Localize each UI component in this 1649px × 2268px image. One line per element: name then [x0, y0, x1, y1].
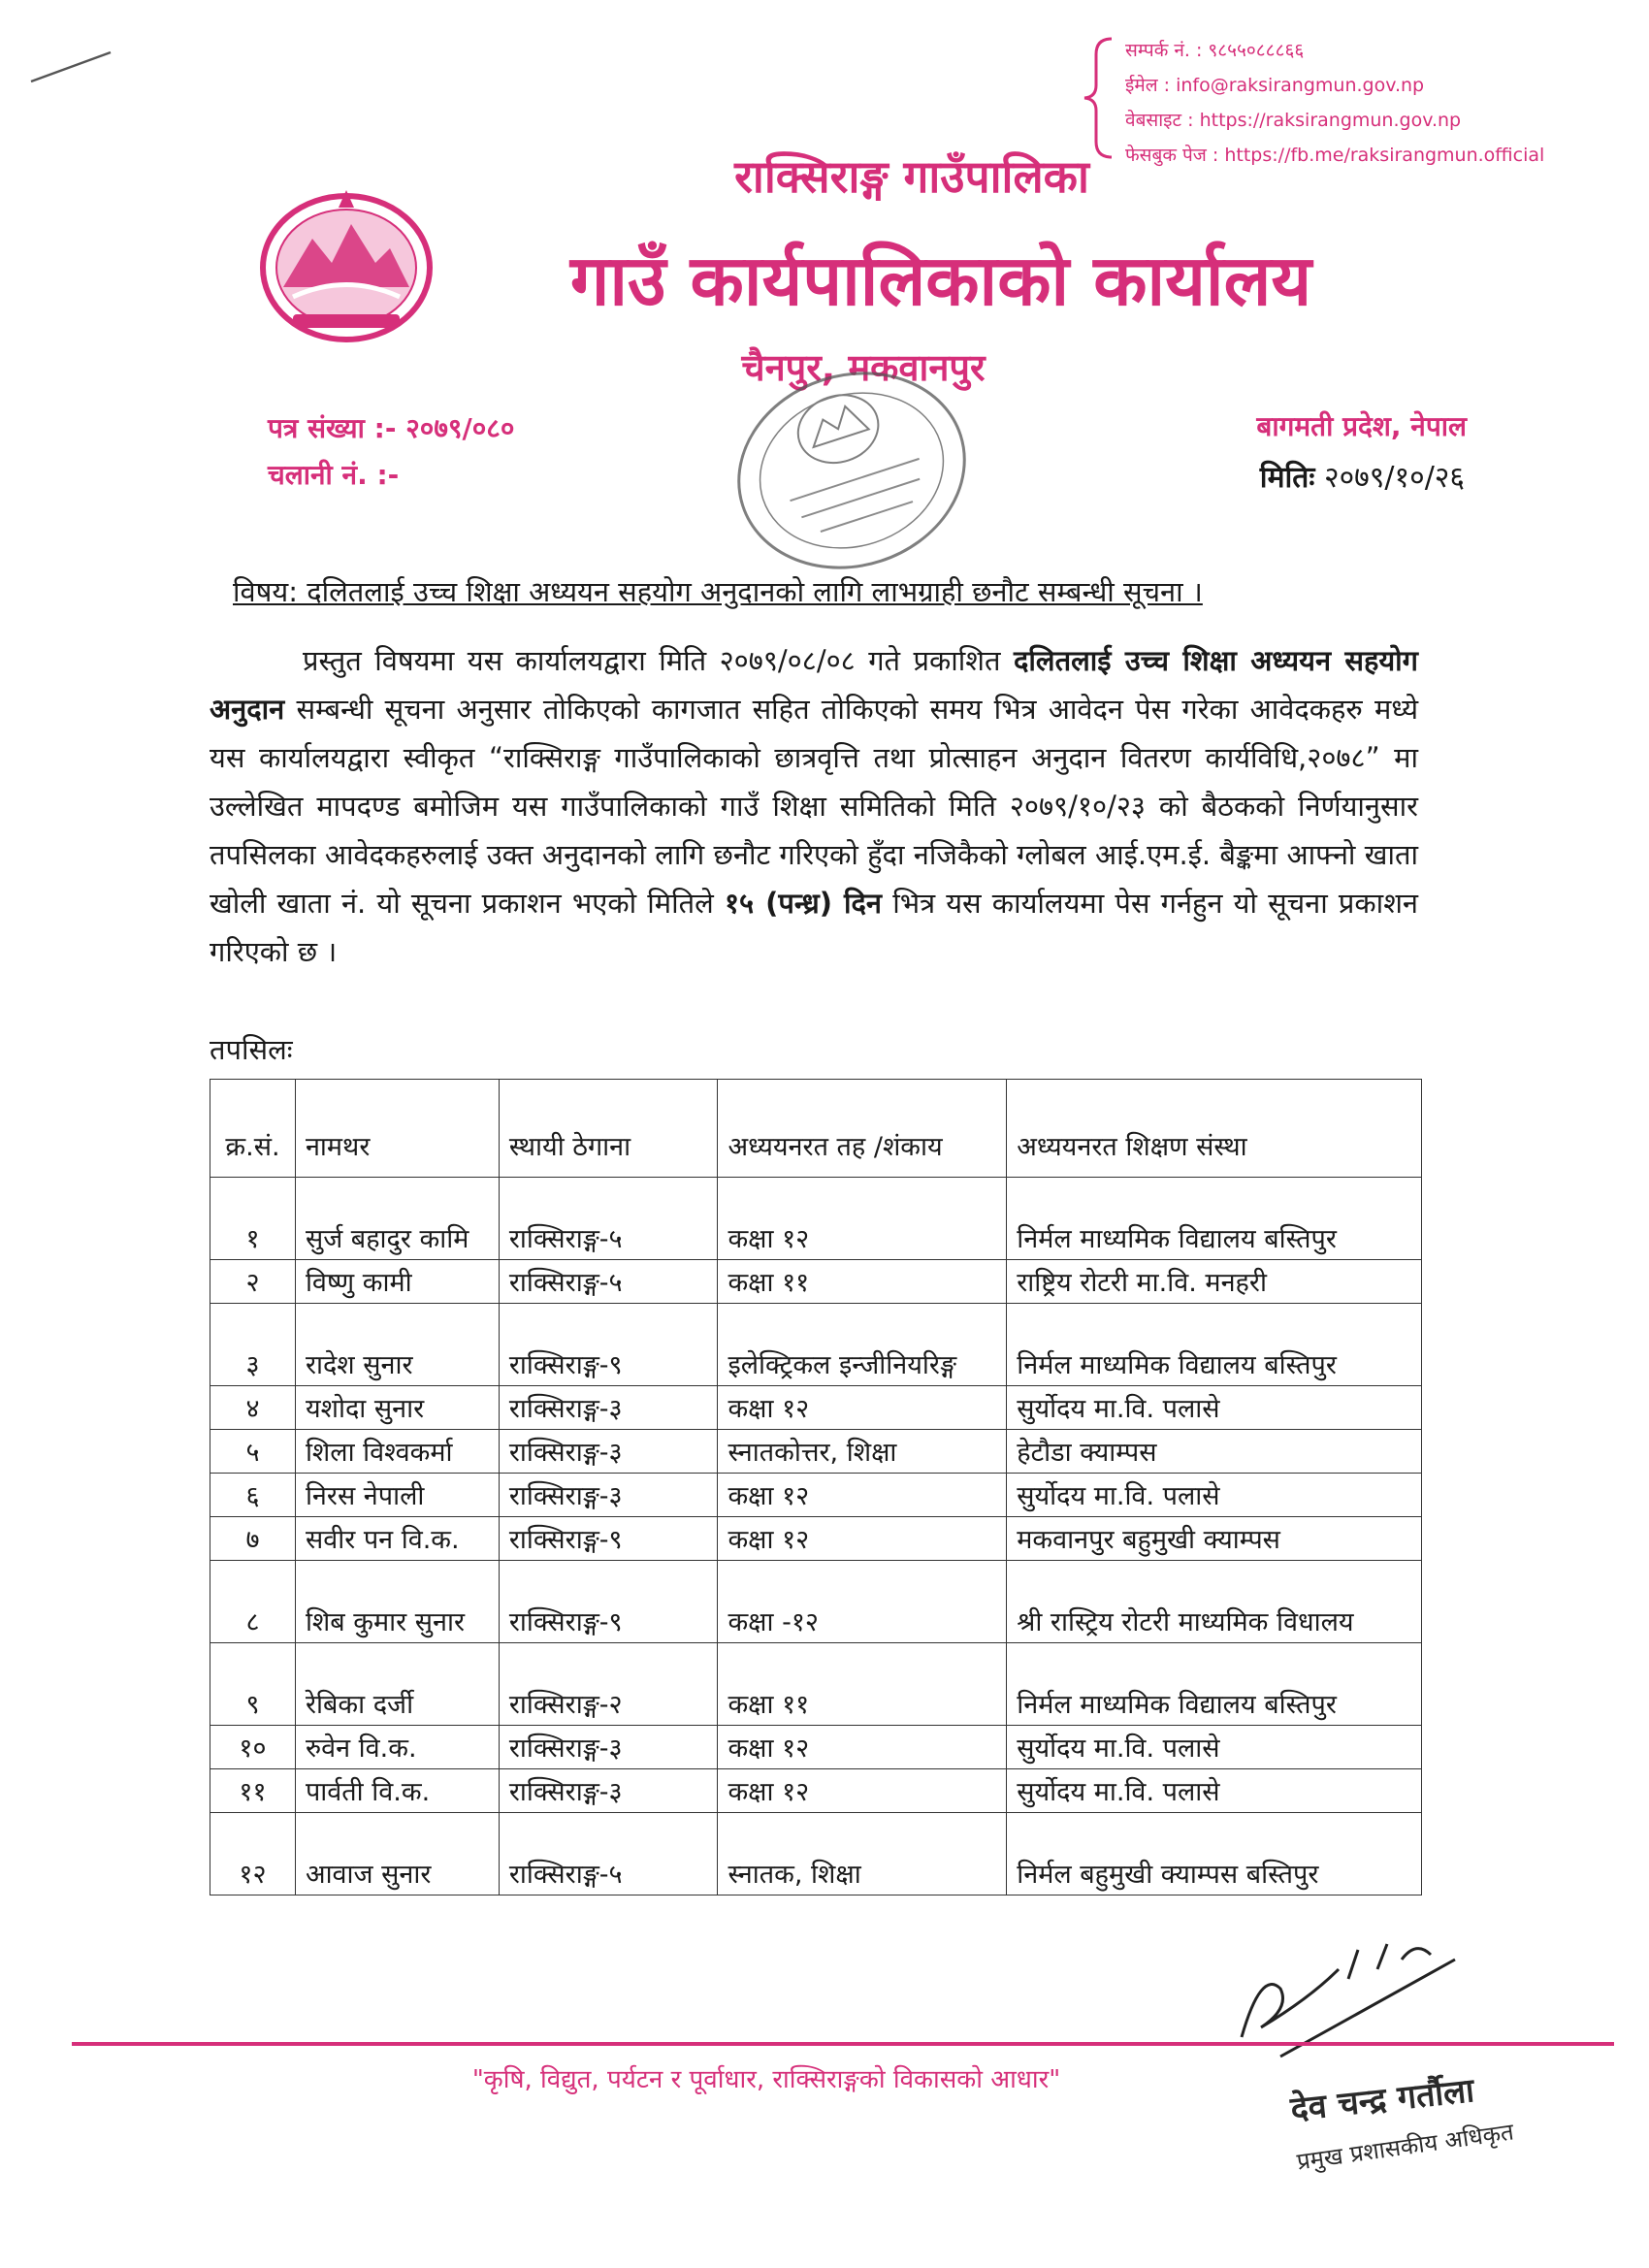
cell-sn: ५	[210, 1430, 296, 1474]
contact-facebook: फेसबुक पेज : https://fb.me/raksirangmun.official	[1125, 145, 1545, 166]
table-row	[210, 1643, 1422, 1726]
cell-sn: ११	[210, 1769, 296, 1813]
cell-sn: ८	[210, 1561, 296, 1643]
cell-sn: ४	[210, 1386, 296, 1430]
cell-level: कक्षा १२	[718, 1726, 1007, 1769]
tapasil-label: तपसिलः	[210, 1033, 293, 1066]
cell-name: रेबिका दर्जी	[295, 1643, 499, 1726]
cell-institution: राष्ट्रिय रोटरी मा.वि. मनहरी	[1007, 1260, 1422, 1304]
beneficiary-table	[210, 1079, 1422, 1895]
column-header-sn: क्र.सं.	[210, 1080, 296, 1178]
cell-address: राक्सिराङ्ग-३	[499, 1474, 718, 1517]
cell-address: राक्सिराङ्ग-२	[499, 1643, 718, 1726]
cell-address: राक्सिराङ्ग-९	[499, 1561, 718, 1643]
cell-institution: सुर्योदय मा.वि. पलासे	[1007, 1769, 1422, 1813]
province: बागमती प्रदेश, नेपाल	[1256, 410, 1467, 442]
cell-name: पार्वती वि.क.	[295, 1769, 499, 1813]
contact-brace-icon	[1079, 35, 1117, 161]
cell-name: निरस नेपाली	[295, 1474, 499, 1517]
table-row	[210, 1430, 1422, 1474]
cell-sn: ६	[210, 1474, 296, 1517]
cell-name: सुर्ज बहादुर कामि	[295, 1178, 499, 1260]
contact-website: वेबसाइट : https://raksirangmun.gov.np	[1125, 110, 1462, 131]
cell-name: रुवेन वि.क.	[295, 1726, 499, 1769]
signer-name: देव चन्द्र गर्तौला	[1288, 2071, 1476, 2129]
cell-institution: सुर्योदय मा.वि. पलासे	[1007, 1386, 1422, 1430]
office-location: चैनपुर, मकवानपुर	[741, 346, 986, 389]
cell-institution: हेटौडा क्याम्पस	[1007, 1430, 1422, 1474]
cell-level: कक्षा १२	[718, 1178, 1007, 1260]
cell-level: स्नातक, शिक्षा	[718, 1813, 1007, 1895]
office-stamp-icon	[726, 359, 978, 582]
cell-sn: १२	[210, 1813, 296, 1895]
column-header-name: नामथर	[295, 1080, 499, 1178]
cell-sn: ७	[210, 1517, 296, 1561]
cell-sn: १०	[210, 1726, 296, 1769]
cell-name: शिला विश्वकर्मा	[295, 1430, 499, 1474]
cell-address: राक्सिराङ्ग-३	[499, 1386, 718, 1430]
signer-designation: प्रमुख प्रशासकीय अधिकृत	[1295, 2118, 1516, 2176]
cell-address: राक्सिराङ्ग-९	[499, 1517, 718, 1561]
cell-address: राक्सिराङ्ग-९	[499, 1304, 718, 1386]
cell-level: कक्षा १२	[718, 1386, 1007, 1430]
footer-slogan: "कृषि, विद्युत, पर्यटन र पूर्वाधार, राक्सिराङ्गको विकासको आधार"	[471, 2065, 1061, 2094]
cell-name: सवीर पन वि.क.	[295, 1517, 499, 1561]
cell-level: कक्षा १२	[718, 1474, 1007, 1517]
cell-sn: ३	[210, 1304, 296, 1386]
table-row	[210, 1769, 1422, 1813]
cell-name: यशोदा सुनार	[295, 1386, 499, 1430]
column-header-level: अध्ययनरत तह /शंकाय	[718, 1080, 1007, 1178]
cell-level: इलेक्ट्रिकल इन्जीनियरिङ्ग	[718, 1304, 1007, 1386]
cell-institution: निर्मल बहुमुखी क्याम्पस बस्तिपुर	[1007, 1813, 1422, 1895]
cell-name: शिब कुमार सुनार	[295, 1561, 499, 1643]
cell-institution: निर्मल माध्यमिक विद्यालय बस्तिपुर	[1007, 1304, 1422, 1386]
subject-line: विषय: दलितलाई उच्च शिक्षा अध्ययन सहयोग अनुदानको लागि लाभग्राही छनौट सम्बन्धी सूचना ।	[233, 575, 1203, 608]
signature-icon	[1222, 1930, 1474, 2076]
table-header-row	[210, 1080, 1422, 1178]
scan-mark	[27, 47, 114, 85]
column-header-institution: अध्ययनरत शिक्षण संस्था	[1007, 1080, 1422, 1178]
notice-body: प्रस्तुत विषयमा यस कार्यालयद्वारा मिति २०७९/०८/०८ गते प्रकाशित दलितलाई उच्च शिक्षा अध्ययन सहयोग अनुदान सम्बन्धी सूचना अनुसार तोकिएको कागजात सहित तोकिएको समय भित्र आवेदन पेस गरेका आवेदकहरु मध्ये यस कार्यालयद्वारा स्वीकृत “राक्सिराङ्ग गाउँपालिकाको छात्रवृत्ति तथा प्रोत्साहन अनुदान वितरण कार्यविधि,२०७८” मा उल्लेखित मापदण्ड बमोजिम यस गाउँपालिकाको गाउँ शिक्षा समितिको मिति २०७९/१०/२३ को बैठकको निर्णयानुसार तपसिलका आवेदकहरुलाई उक्त अनुदानको लागि छनौट गरिएको हुँदा नजिकैको ग्लोबल आई.एम.ई. बैङ्कमा आफ्नो खाता खोली खाता नं. यो सूचना प्रकाशन भएको मितिले १५ (पन्ध्र) दिन भित्र यस कार्यालयमा पेस गर्नहुन यो सूचना प्रकाशन गरिएको छ ।	[210, 644, 1419, 968]
municipality-name: राक्सिराङ्ग गाउँपालिका	[734, 150, 1089, 203]
cell-sn: ९	[210, 1643, 296, 1726]
cell-address: राक्सिराङ्ग-३	[499, 1726, 718, 1769]
cell-institution: निर्मल माध्यमिक विद्यालय बस्तिपुर	[1007, 1643, 1422, 1726]
letter-date: मितिः २०७९/१०/२६	[1259, 461, 1465, 495]
table-row	[210, 1726, 1422, 1769]
cell-sn: १	[210, 1178, 296, 1260]
cell-address: राक्सिराङ्ग-५	[499, 1260, 718, 1304]
footer-divider	[72, 2042, 1614, 2046]
cell-name: आवाज सुनार	[295, 1813, 499, 1895]
cell-level: कक्षा १२	[718, 1769, 1007, 1813]
contact-email: ईमेल : info@raksirangmun.gov.np	[1125, 75, 1425, 96]
column-header-address: स्थायी ठेगाना	[499, 1080, 718, 1178]
table-row	[210, 1813, 1422, 1895]
cell-level: कक्षा -१२	[718, 1561, 1007, 1643]
table-row	[210, 1178, 1422, 1260]
table-row	[210, 1474, 1422, 1517]
contact-phone: सम्पर्क नं. : ९८५५०८८८६६	[1125, 40, 1305, 61]
table-row	[210, 1260, 1422, 1304]
dispatch-number: चलानी नं. :-	[268, 459, 400, 491]
cell-name: रादेश सुनार	[295, 1304, 499, 1386]
cell-level: कक्षा ११	[718, 1643, 1007, 1726]
cell-address: राक्सिराङ्ग-५	[499, 1178, 718, 1260]
cell-name: विष्णु कामी	[295, 1260, 499, 1304]
cell-level: स्नातकोत्तर, शिक्षा	[718, 1430, 1007, 1474]
cell-address: राक्सिराङ्ग-३	[499, 1769, 718, 1813]
cell-address: राक्सिराङ्ग-३	[499, 1430, 718, 1474]
cell-institution: निर्मल माध्यमिक विद्यालय बस्तिपुर	[1007, 1178, 1422, 1260]
cell-address: राक्सिराङ्ग-५	[499, 1813, 718, 1895]
cell-level: कक्षा १२	[718, 1517, 1007, 1561]
cell-institution: सुर्योदय मा.वि. पलासे	[1007, 1726, 1422, 1769]
office-title: गाउँ कार्यपालिकाको कार्यालय	[569, 240, 1312, 321]
cell-institution: श्री रास्ट्रिय रोटरी माध्यमिक विधालय	[1007, 1561, 1422, 1643]
cell-institution: सुर्योदय मा.वि. पलासे	[1007, 1474, 1422, 1517]
table-row	[210, 1517, 1422, 1561]
reference-number: पत्र संख्या :- २०७९/०८०	[268, 412, 515, 444]
table-row	[210, 1304, 1422, 1386]
cell-institution: मकवानपुर बहुमुखी क्याम्पस	[1007, 1517, 1422, 1561]
table-row	[210, 1561, 1422, 1643]
cell-level: कक्षा ११	[718, 1260, 1007, 1304]
cell-sn: २	[210, 1260, 296, 1304]
table-row	[210, 1386, 1422, 1430]
